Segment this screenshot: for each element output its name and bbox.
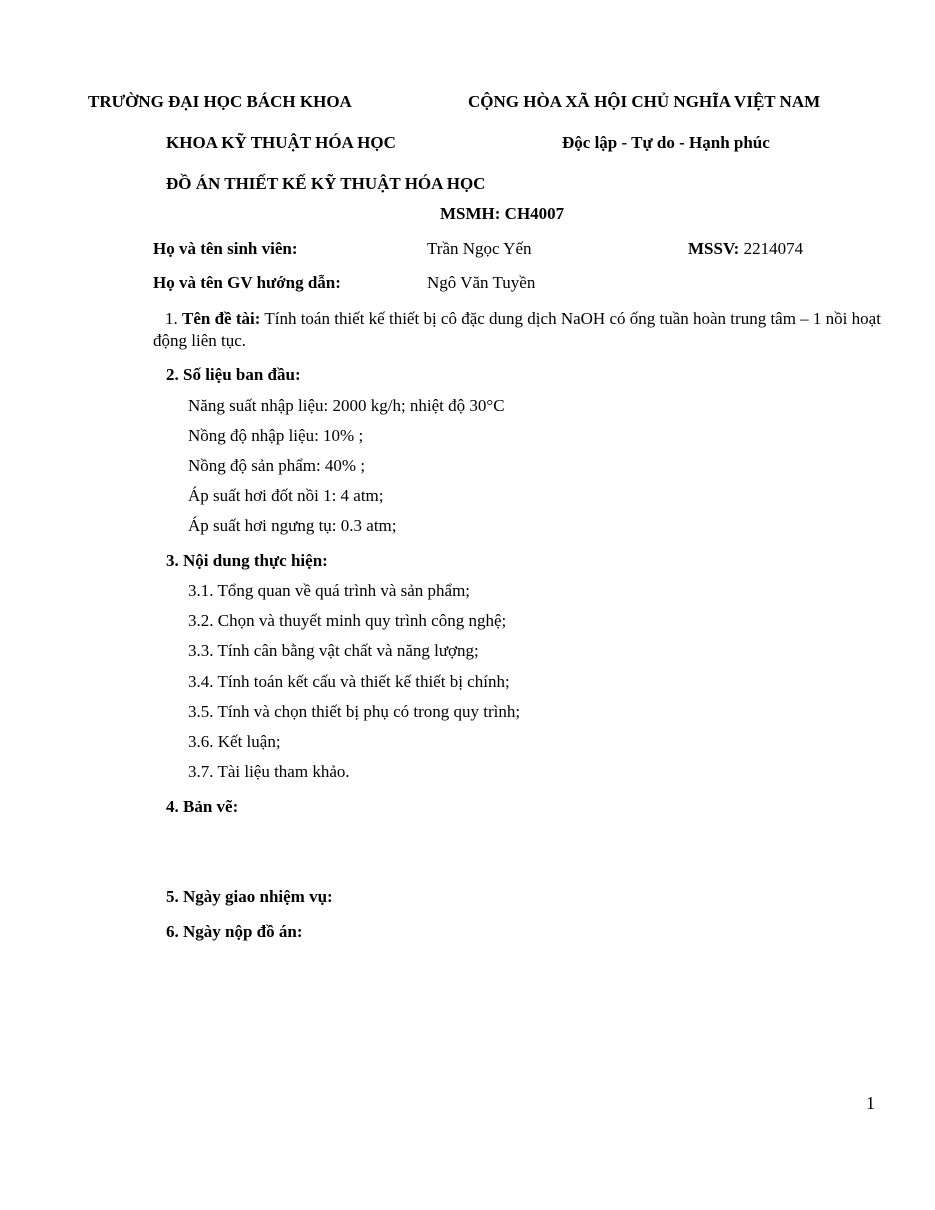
- section-1-text: Tính toán thiết kế thiết bị cô đặc dung dịch NaOH có ống tuần hoàn trung tâm – 1 nồi hoạt động liên tục.: [153, 309, 881, 350]
- initial-data-item: Năng suất nhập liệu: 2000 kg/h; nhiệt độ 30°C: [188, 396, 505, 415]
- content-item: 3.2. Chọn và thuyết minh quy trình công nghệ;: [188, 611, 507, 630]
- student-id-value: 2214074: [743, 239, 804, 258]
- national-motto: Độc lập - Tự do - Hạnh phúc: [562, 133, 770, 152]
- faculty-name: KHOA KỸ THUẬT HÓA HỌC: [166, 133, 396, 152]
- content-item: 3.7. Tài liệu tham khảo.: [188, 762, 350, 781]
- country-name: CỘNG HÒA XÃ HỘI CHỦ NGHĨA VIỆT NAM: [468, 92, 821, 111]
- course-code: MSMH: CH4007: [440, 204, 565, 223]
- section-4-heading: 4. Bản vẽ:: [166, 797, 239, 816]
- content-item: 3.1. Tổng quan về quá trình và sản phẩm;: [188, 581, 471, 600]
- content-item: 3.3. Tính cân bằng vật chất và năng lượng;: [188, 641, 479, 660]
- section-2-heading: 2. Số liệu ban đầu:: [166, 365, 301, 384]
- section-1-number: 1.: [165, 309, 178, 328]
- section-6-heading: 6. Ngày nộp đồ án:: [166, 922, 303, 941]
- section-1-topic: [153, 308, 883, 352]
- page-number: 1: [866, 1093, 875, 1113]
- student-id: [688, 239, 803, 259]
- section-3-heading: 3. Nội dung thực hiện:: [166, 551, 328, 570]
- document-title: ĐỒ ÁN THIẾT KẾ KỸ THUẬT HÓA HỌC: [166, 174, 486, 193]
- university-name: TRƯỜNG ĐẠI HỌC BÁCH KHOA: [88, 92, 352, 111]
- content-item: 3.6. Kết luận;: [188, 732, 281, 751]
- student-name-value: Trần Ngọc Yến: [427, 239, 532, 258]
- initial-data-item: Áp suất hơi ngưng tụ: 0.3 atm;: [188, 516, 397, 535]
- initial-data-item: Nồng độ sản phẩm: 40% ;: [188, 456, 366, 475]
- advisor-value: Ngô Văn Tuyền: [427, 273, 536, 292]
- content-item: 3.5. Tính và chọn thiết bị phụ có trong quy trình;: [188, 702, 521, 721]
- content-item: 3.4. Tính toán kết cấu và thiết kế thiết bị chính;: [188, 672, 510, 691]
- advisor-label: Họ và tên GV hướng dẫn:: [153, 273, 341, 292]
- initial-data-item: Nồng độ nhập liệu: 10% ;: [188, 426, 364, 445]
- student-name-label: Họ và tên sinh viên:: [153, 239, 298, 258]
- section-5-heading: 5. Ngày giao nhiệm vụ:: [166, 887, 333, 906]
- initial-data-item: Áp suất hơi đốt nồi 1: 4 atm;: [188, 486, 384, 505]
- section-1-label: Tên đề tài:: [182, 309, 261, 328]
- student-id-label: MSSV:: [688, 239, 740, 258]
